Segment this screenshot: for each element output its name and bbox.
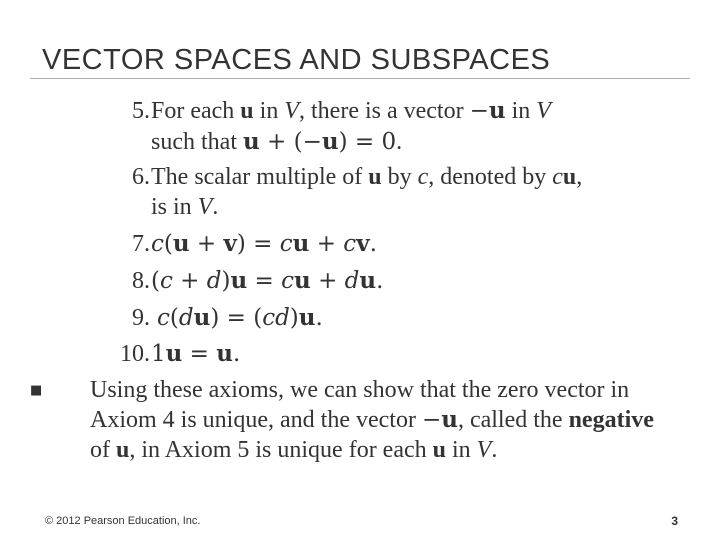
axiom-5: [0, 95, 720, 127]
axiom-formula: (c + d)u = cu + du.: [151, 267, 384, 294]
axiom-text-cont: such that u + (−u) = 0.: [151, 128, 403, 155]
axiom-10: [0, 338, 720, 370]
axiom-text-cont: is in V.: [151, 194, 219, 220]
title-divider: [30, 78, 690, 79]
page-number: 3: [671, 514, 678, 528]
axiom-6: [0, 161, 720, 193]
axiom-5-cont: [0, 126, 720, 158]
axiom-number: 9.: [132, 305, 150, 331]
bullet-paragraph: Using these axioms, we can show that the zero vector in Axiom 4 is unique, and the vector −u, called the negative of u, in Axiom 5 is unique for each u in V.: [90, 377, 654, 463]
slide-title: VECTOR SPACES AND SUBSPACES: [42, 44, 551, 76]
axiom-number: 5.: [132, 98, 150, 124]
axiom-9: [0, 302, 720, 334]
axiom-8: [0, 265, 720, 297]
axiom-number: 6.: [132, 164, 150, 190]
axiom-7: [0, 228, 720, 260]
axiom-number: 7.: [132, 231, 150, 257]
axiom-text: For each u in V, there is a vector −u in V: [151, 97, 551, 124]
copyright-footer: © 2012 Pearson Education, Inc.: [45, 515, 201, 527]
axiom-number: 8.: [132, 268, 150, 294]
axiom-number: 10.: [120, 341, 150, 367]
axiom-6-cont: [0, 191, 720, 223]
axiom-formula: c(du) = (cd)u.: [157, 304, 323, 331]
axiom-formula: c(u + v) = cu + cv.: [151, 230, 377, 257]
axiom-text: The scalar multiple of u by c, denoted by cu,: [151, 164, 583, 190]
axiom-formula: 1u = u.: [151, 340, 241, 367]
bullet-square-icon: ■: [30, 383, 43, 398]
